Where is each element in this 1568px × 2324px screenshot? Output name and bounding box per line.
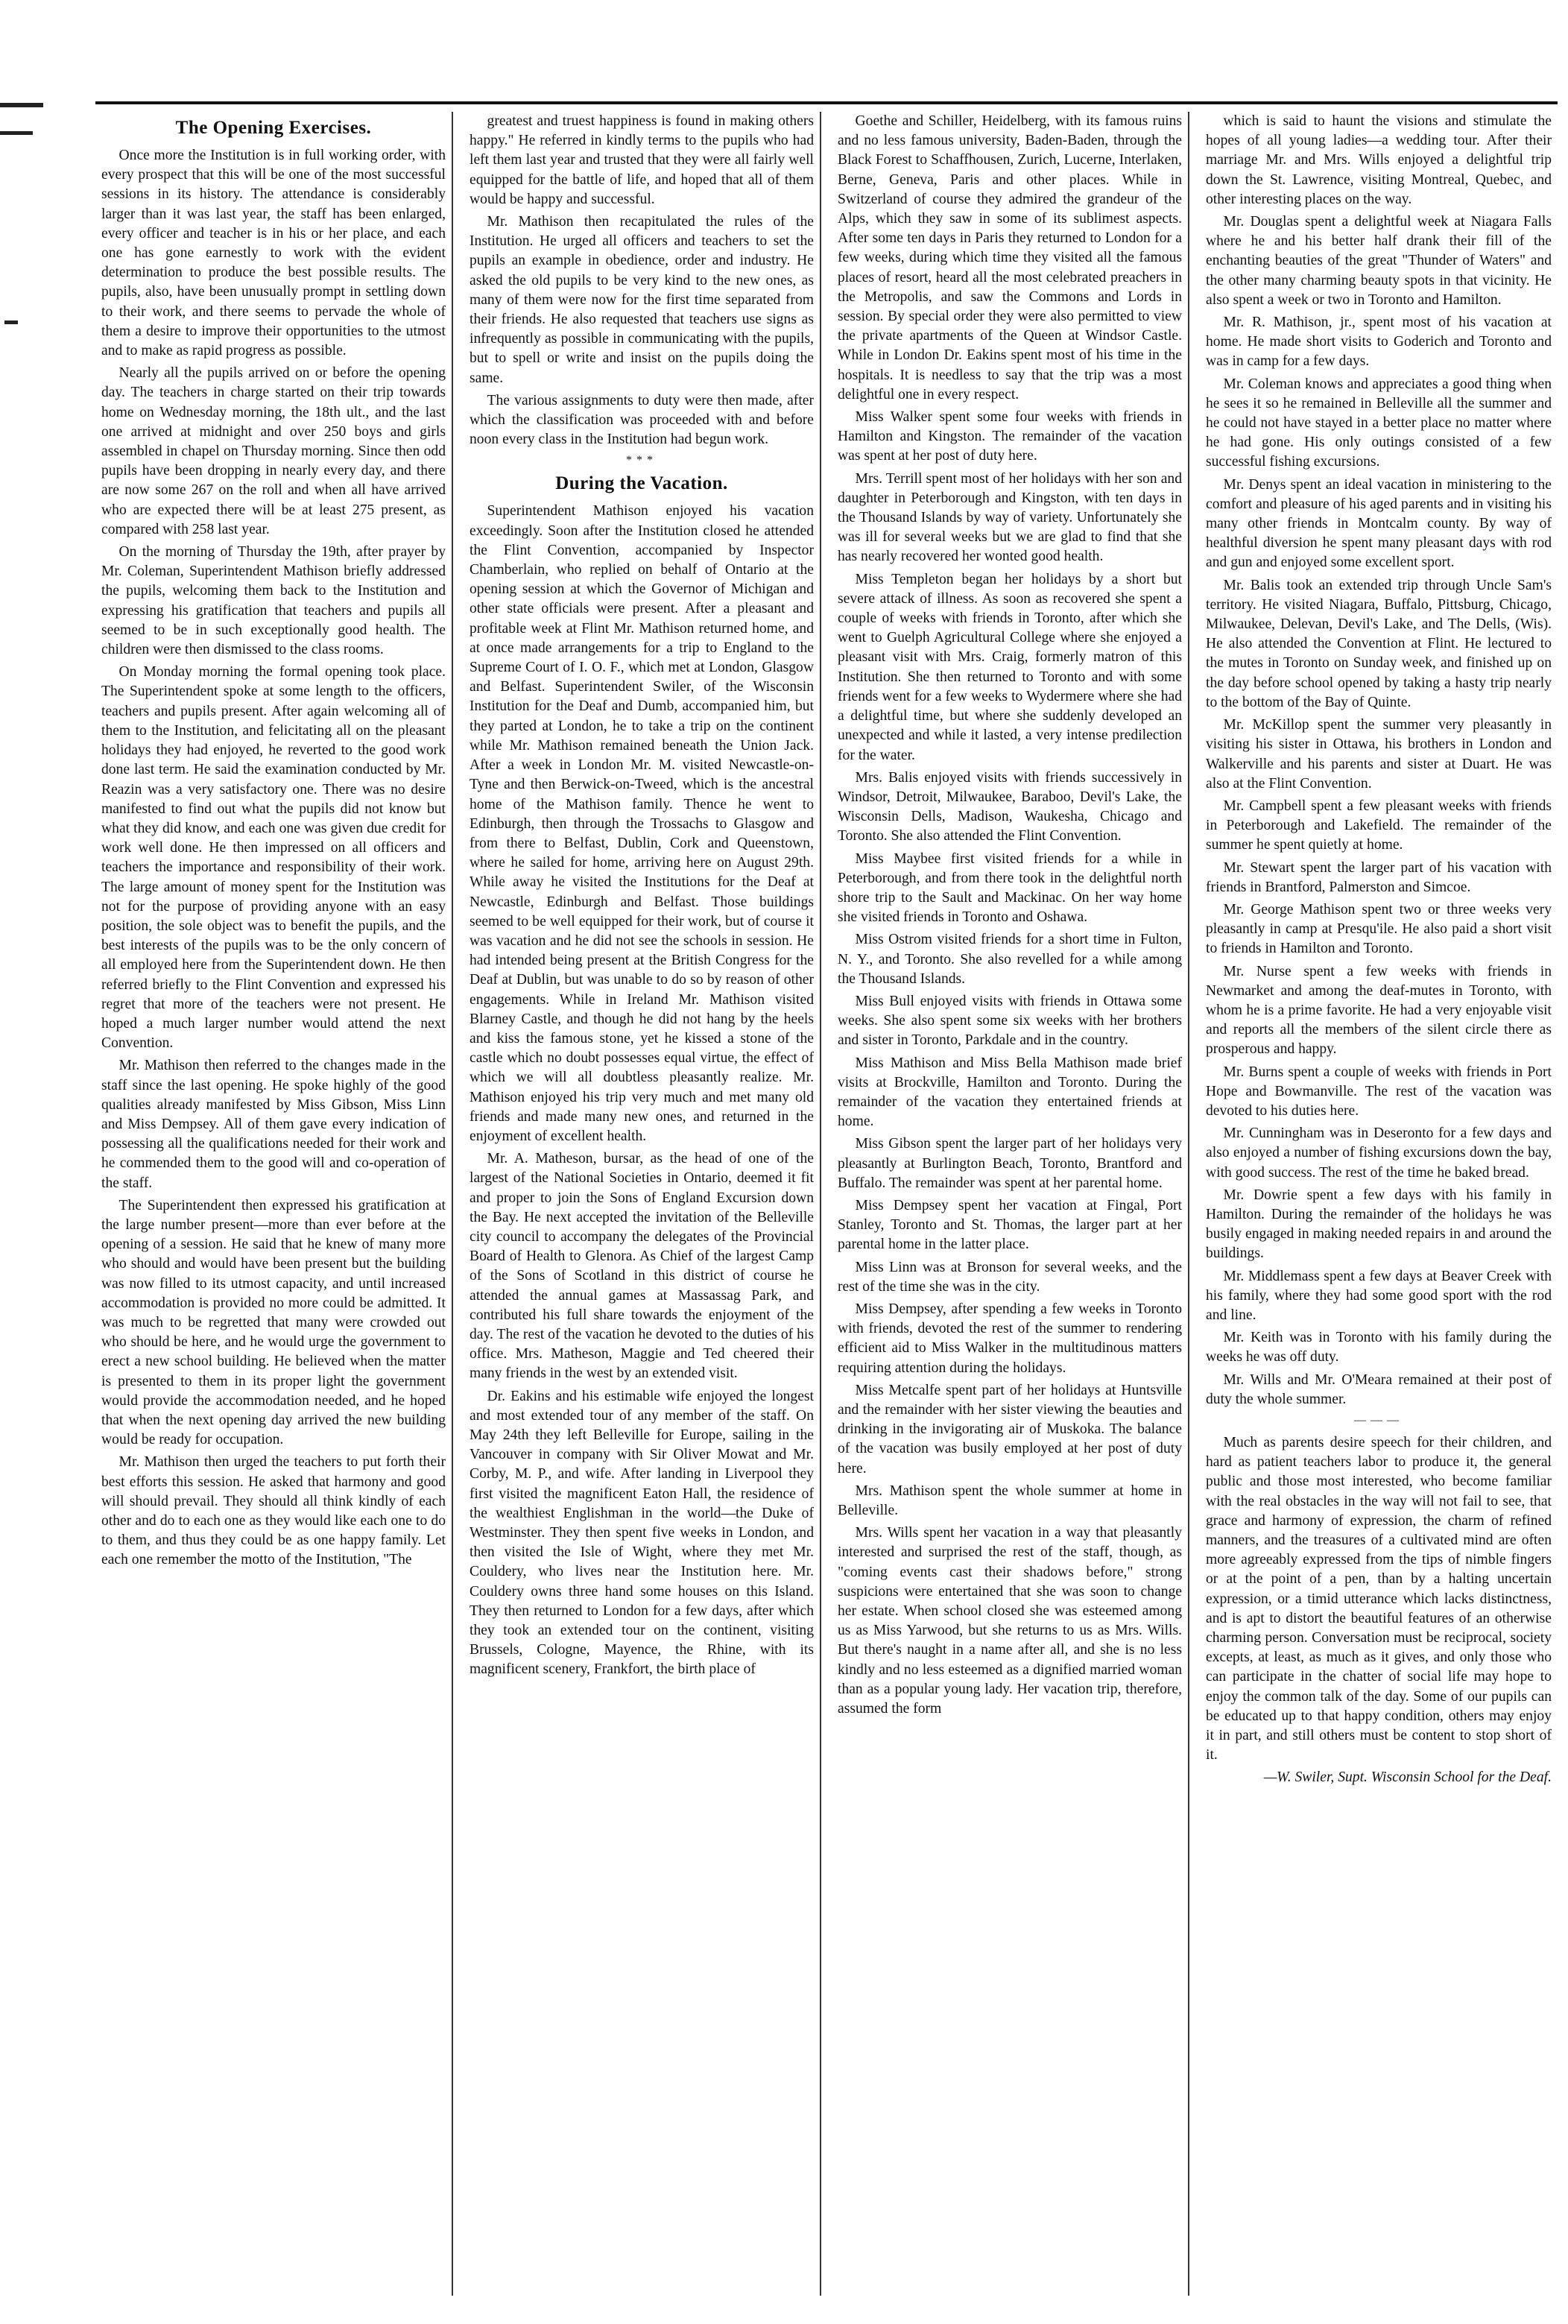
- signature: —W. Swiler, Supt. Wisconsin School for the Deaf.: [1263, 1769, 1552, 1786]
- paragraph: Miss Dempsey spent her vacation at Fingal, Port Stanley, Toronto and St. Thomas, the larger part at her parental home in the latter place.: [838, 1197, 1182, 1253]
- left-edge-mark: [0, 103, 43, 107]
- paragraph: Mrs. Balis enjoyed visits with friends successively in Windsor, Detroit, Milwaukee, Baraboo, Devil's Lake, the Wisconsin Dells, Madison, Waukesha, Chicago and Toronto. She also attended the Flint Convention.: [838, 769, 1182, 844]
- paragraph: Mr. Coleman knows and appreciates a good thing when he sees it so he remained in Belleville all the summer and he could not have stayed in a better place no matter where he had gone. His only outings consisted of a few successful fishing excursions.: [1206, 376, 1552, 470]
- top-rule: [95, 101, 1558, 104]
- paragraph: Much as parents desire speech for their children, and hard as patient teachers labor to produce it, the general public and those most interested, who become familiar with the real obstacles in the way will not fail to see, that grace and harmony of expression, the charm of refined manners, and the treasures of a cultivated mind are often more agreeably expressed from the tips of nimble fingers or at the point of a pen, than by a halting uncertain expression, or a timid utterance which lacks distinctness, and is apt to distort the beautiful features of an otherwise charming person. Conversation must be reciprocal, society excepts, at least, as much as it gives, and only those who can participate in the chatter of social life may hope to enjoy the common talk of the day. Some of our pupils can be educated up to that happy condition, others may enjoy it in part, and still others must be content to stop short of it.: [1206, 1435, 1552, 1763]
- paragraph: Miss Metcalfe spent part of her holidays at Huntsville and the remainder with her sister viewing the beauties and drinking in the invigorating air of Muskoka. The balance of the vacation was busily employed at her post of duty here.: [838, 1382, 1182, 1477]
- paragraph: Miss Dempsey, after spending a few weeks in Toronto with friends, devoted the rest of the summer to rendering efficient aid to Miss Walker in the multitudinous matters requiring attention during the holidays.: [838, 1301, 1182, 1376]
- paragraph: Mr. Douglas spent a delightful week at Niagara Falls where he and his better half drank their fill of the enchanting beauties of the great "Thunder of Waters" and the other many charming beauty spots in that vicinity. He also spent a week or two in Toronto and Hamilton.: [1206, 214, 1552, 308]
- paragraph: Mr. George Mathison spent two or three weeks very pleasantly in camp at Presqu'ile. He also paid a short visit to friends in Hamilton and Toronto.: [1206, 901, 1552, 957]
- paragraph: The various assignments to duty were then made, after which the classification was proceeded with and before noon every class in the Institution had begun work.: [470, 392, 814, 448]
- paragraph: Mr. Balis took an extended trip through Uncle Sam's territory. He visited Niagara, Buffalo, Pittsburg, Chicago, Milwaukee, Delevan, Devil's Lake, and The Dells, (Wis). He also attended the Convention at Flint. He lectured to the mutes in Toronto on Sunday week, and finished up on the day before school opened by taking a hasty trip nearly to the bottom of the Bay of Quinte.: [1206, 577, 1552, 710]
- paragraph: The Superintendent then expressed his gratification at the large number present—more than ever before at the opening of a session. He said that he knew of many more who should and would have been present but the building was now filled to its utmost capacity, and until increased accommodation is provided no more could be admitted. It was much to be regretted that many were crowded out who should be here, and he would urge the government to erect a new school building. He believed when the matter is presented to them in its proper light the government would provide the accommodation needed, and he hoped that when the next opening day arrived the new building would be ready for occupation.: [101, 1197, 446, 1448]
- paragraph: Mr. Mathison then recapitulated the rules of the Institution. He urged all officers and teachers to set the pupils an example in obedience, order and industry. He asked the old pupils to be very kind to the new ones, as many of them were now for the first time separated from their friends. He also requested that teachers use signs as infrequently as possible in communicating with the pupils, but to spell or write and insist on the pupils doing the same.: [470, 214, 814, 386]
- paragraph: Mr. Denys spent an ideal vacation in ministering to the comfort and pleasure of his aged parents and in visiting his many other friends in Montcalm county. By way of healthful diversion he spent many pleasant days with rod and gun and enjoyed some excellent sport.: [1206, 476, 1552, 571]
- newspaper-page: [95, 112, 1558, 2296]
- paragraph: Mr. Dowrie spent a few days with his family in Hamilton. During the remainder of the holidays he was busily engaged in making needed repairs in and around the buildings.: [1206, 1187, 1552, 1262]
- paragraph: Miss Linn was at Bronson for several weeks, and the rest of the time she was in the city.: [838, 1259, 1182, 1295]
- paragraph: which is said to haunt the visions and stimulate the hopes of all young ladies—a wedding tour. After their marriage Mr. and Mrs. Wills enjoyed a delightful trip down the St. Lawrence, visiting Montreal, Quebec, and other interesting places on the way.: [1206, 113, 1552, 207]
- paragraph: Miss Ostrom visited friends for a short time in Fulton, N. Y., and Toronto. She also revelled for a while among the Thousand Islands.: [838, 932, 1182, 987]
- paragraph: Once more the Institution is in full working order, with every prospect that this will be one of the most successful sessions in its history. The attendance is considerably larger than it was last year, the staff has been enlarged, every officer and teacher is in his or her place, and each one has gone earnestly to work with the evident determination to produce the best possible results. The pupils, also, have been unusually prompt in settling down to their work, and there seems to pervade the whole of them a desire to improve their opportunities to the utmost and to make as rapid progress as possible.: [101, 148, 446, 359]
- paragraph: Mr. Mathison then referred to the changes made in the staff since the last opening. He spoke highly of the good qualities already manifested by Miss Gibson, Miss Linn and Miss Dempsey. All of them gave every indication of possessing all the qualifications needed for their work and he commended them to the good will and co-operation of the staff.: [101, 1058, 446, 1191]
- column-4: [1200, 112, 1558, 2296]
- paragraph: Mr. McKillop spent the summer very pleasantly in visiting his sister in Ottawa, his brothers in London and Walkerville and his parents and sister at Duart. He was also at the Flint Convention.: [1206, 717, 1552, 792]
- paragraph: Mr. Burns spent a couple of weeks with friends in Port Hope and Bowmanville. The rest of the vacation was devoted to his duties here.: [1206, 1064, 1552, 1119]
- paragraph: greatest and truest happiness is found in making others happy." He referred in kindly terms to the pupils who had left them last year and trusted that they were all fairly well equipped for the battle of life, and hoped that all of them would be happy and successful.: [470, 113, 814, 207]
- paragraph: On Monday morning the formal opening took place. The Superintendent spoke at some length to the officers, teachers and pupils present. After again welcoming all of them to the Institution, and felicitating all on the pleasant holidays they had enjoyed, he reverted to the good work done last term. He said the examination conducted by Mr. Reazin was a very satisfactory one. There was no desire manifested to find out what the pupils did not know but what they did know, and each one was given due credit for work well done. He then impressed on all officers and teachers the importance and responsibility of their work. The large amount of money spent for the Institution was not for the purpose of providing anyone with an easy position, the sole object was to benefit the pupils, and the best interests of the pupils was to be the only concern of all employed here from the Superintendent down. He then referred briefly to the Flint Convention and expressed his regret that more of the teachers were not present. He hoped a much larger number would attend the next Convention.: [101, 664, 446, 1052]
- paragraph: Mr. Mathison then urged the teachers to put forth their best efforts this session. He asked that harmony and good will should prevail. They should all think kindly of each other and do to each one as they would like each one to do to them, and thus they could be as one happy family. Let each one remember the motto of the Institution, "The: [101, 1454, 446, 1568]
- paragraph: Nearly all the pupils arrived on or before the opening day. The teachers in charge started on their trip towards home on Wednesday morning, the 18th ult., and the last one arrived at midnight and over 250 boys and girls assembled in chapel on Thursday morning. Since then odd pupils have been dropping in nearly every day, and there are now some 267 on the roll and when all have arrived who are expected there will be at least 275 present, as compared with 258 last year.: [101, 365, 446, 537]
- paragraph: Mr. R. Mathison, jr., spent most of his vacation at home. He made short visits to Goderich and Toronto and was in camp for a few days.: [1206, 315, 1552, 370]
- paragraph: Miss Gibson spent the larger part of her holidays very pleasantly at Burlington Beach, Toronto, Brantford and Buffalo. The remainder was spent at her parental home.: [838, 1136, 1182, 1191]
- paragraph: Miss Walker spent some four weeks with friends in Hamilton and Kingston. The remainder of the vacation was spent at her post of duty here.: [838, 409, 1182, 464]
- paragraph: Mr. Nurse spent a few weeks with friends in Newmarket and among the deaf-mutes in Toronto, with whom he is a prime favorite. He had a very enjoyable visit and reports all the members of the silent circle there as prosperous and happy.: [1206, 963, 1552, 1058]
- section-separator: ***: [626, 454, 657, 467]
- paragraph: Goethe and Schiller, Heidelberg, with its famous ruins and no less famous university, Baden-Baden, through the Black Forest to Schaffhousen, Zurich, Lucerne, Interlaken, Berne, Geneva, Paris and other places. While in Switzerland of course they admired the grandeur of the Alps, which they saw in some of its sublimest aspects. After some ten days in Paris they returned to London for a few weeks, during which time they visited all the famous places of resort, heard all the most celebrated preachers in the Metropolis, and saw the Commons and Lords in session. By special order they were also permitted to view the private apartments of the Queen at Windsor Castle. While in London Dr. Eakins spent most of his time in the hospitals. It is needless to say that the trip was a most delightful one in every respect.: [838, 113, 1182, 402]
- paragraph: On the morning of Thursday the 19th, after prayer by Mr. Coleman, Superintendent Mathison briefly addressed the pupils, welcoming them back to the Institution and expressing his gratification that teachers and pupils all seemed to be in such exceptionally good health. The children were then dismissed to the class rooms.: [101, 544, 446, 658]
- column-2: [464, 112, 821, 2296]
- paragraph: Mr. A. Matheson, bursar, as the head of one of the largest of the National Societies in Ontario, deemed it fit and proper to join the Sons of England Excursion down the Bay. He next accepted the invitation of the Belleville city council to accompany the delegates of the Provincial Board of Health to Glenora. As Chief of the largest Camp of the Sons of Scotland in this district of course he attended the annual games at Massassag Park, and contributed his full share towards the enjoyment of the day. The rest of the vacation he devoted to the duties of his office. Mrs. Matheson, Maggie and Ted cheered their many friends in the west by an extended visit.: [470, 1151, 814, 1382]
- paragraph: Mrs. Mathison spent the whole summer at home in Belleville.: [838, 1483, 1182, 1519]
- paragraph: Miss Bull enjoyed visits with friends in Ottawa some weeks. She also spent some six weeks with her brothers and sister in Toronto, Parkdale and in the country.: [838, 993, 1182, 1049]
- paragraph: Superintendent Mathison enjoyed his vacation exceedingly. Soon after the Institution closed he attended the Flint Convention, accompanied by Inspector Chamberlain, who replied on behalf of Ontario at the opening session at which the Governor of Michigan and other state officials were present. After a pleasant and profitable week at Flint Mr. Mathison returned home, and at once made arrangements for a trip to England to the Supreme Court of I. O. F., which met at London, Glasgow and Belfast. Superintendent Swiler, of the Wisconsin Institution for the Deaf and Dumb, accompanied him, but they parted at London, he to take a trip on the continent while Mr. Mathison remained beneath the Union Jack. After a week in London Mr. M. visited Newcastle-on-Tyne and then Berwick-on-Tweed, which is the ancestral home of the Mathison family. Thence he went to Edinburgh, then through the Trossachs to Glasgow and from there to Belfast, Dublin, Cork and Queenstown, where he sailed for home, arriving here on August 29th. While away he visited the Institutions for the Deaf at Newcastle, Edinburgh and Belfast. Those buildings seemed to be well equipped for their work, but of course it was vacation and he did not see the schools in session. He had intended being present at the British Congress for the Deaf at Dublin, but was unable to do so by reason of other engagements. While in Ireland Mr. Mathison visited Blarney Castle, and though he did not hang by the heels and kiss the famous stone, yet he kissed a stone of the castle which no doubt possesses equal virtue, the effect of which we will all doubtless pleasantly realize. Mr. Mathison enjoyed his trip very much and met many old friends and made many new ones, and returned in the enjoyment of excellent health.: [470, 503, 814, 1144]
- paragraph: Mr. Cunningham was in Deseronto for a few days and also enjoyed a number of fishing excursions down the bay, with good success. The rest of the time he baked bread.: [1206, 1125, 1552, 1181]
- paragraph: Mr. Middlemass spent a few days at Beaver Creek with his family, where they had some good sport with the rod and line.: [1206, 1268, 1552, 1323]
- paragraph: Miss Maybee first visited friends for a while in Peterborough, and from there took in the delightful north shore trip to the Sault and Mackinac. On her way home she visited friends in Toronto and Oshawa.: [838, 850, 1182, 926]
- paragraph: Dr. Eakins and his estimable wife enjoyed the longest and most extended tour of any member of the staff. On May 24th they left Belleville for Europe, sailing in the Vancouver in company with Sir Oliver Mowat and Mr. Corby, M. P., and wife. After landing in Liverpool they first visited the magnificent Eaton Hall, the residence of the wealthiest Englishman in the world—the Duke of Westminster. They then spent five weeks in London, and then visited the Isle of Wight, where they met Mr. Couldery, who lives near the Institution here. Mr. Couldery owns three hand some houses on this Island. They then returned to London for a few days, after which they took an extended tour on the continent, visiting Brussels, Cologne, Mayence, the Rhine, with its magnificent scenery, Frankfort, the birth place of: [470, 1388, 814, 1678]
- section-separator: ———: [1354, 1414, 1403, 1427]
- paragraph: Miss Mathison and Miss Bella Mathison made brief visits at Brockville, Hamilton and Toronto. During the remainder of the vacation they entertained friends at home.: [838, 1055, 1182, 1130]
- left-edge-mark: [4, 321, 18, 324]
- paragraph: Mrs. Terrill spent most of her holidays with her son and daughter in Peterborough and Kingston, with ten days in the Thousand Islands by way of variety. Unfortunately she was ill for several weeks but we are glad to find that she has nearly recovered her wonted good health.: [838, 470, 1182, 565]
- column-3: [832, 112, 1189, 2296]
- left-edge-mark: [0, 131, 33, 135]
- section-heading: During the Vacation.: [555, 473, 728, 494]
- paragraph: Mrs. Wills spent her vacation in a way that pleasantly interested and surprised the rest of the staff, though, as "coming events cast their shadows before," strong suspicions were entertained that she was soon to change her estate. When school closed she was esteemed among us as Miss Yarwood, but she returns to us as Mrs. Wills. But there's naught in a name after all, and she is no less kindly and no less esteemed as a dignified married woman than as a popular young lady. Her vacation trip, therefore, assumed the form: [838, 1525, 1182, 1717]
- paragraph: Mr. Keith was in Toronto with his family during the weeks he was off duty.: [1206, 1330, 1552, 1365]
- paragraph: Mr. Campbell spent a few pleasant weeks with friends in Peterborough and Lakefield. The remainder of the summer he spent quietly at home.: [1206, 798, 1552, 853]
- paragraph: Mr. Wills and Mr. O'Meara remained at their post of duty the whole summer.: [1206, 1371, 1552, 1407]
- paragraph: Mr. Stewart spent the larger part of his vacation with friends in Brantford, Palmerston and Simcoe.: [1206, 859, 1552, 895]
- section-heading: The Opening Exercises.: [175, 118, 372, 138]
- column-1: [95, 112, 453, 2296]
- paragraph: Miss Templeton began her holidays by a short but severe attack of illness. As soon as recovered she spent a couple of weeks with friends in Toronto, after which she went to Guelph Agricultural College where she enjoyed a pleasant visit with Mrs. Craig, formerly matron of this Institution. She then returned to Toronto and with some friends went for a few weeks to Wydermere where she had a delightful time, but where she suddenly developed an unexpected and while it lasted, a very intense predilection for the water.: [838, 571, 1182, 763]
